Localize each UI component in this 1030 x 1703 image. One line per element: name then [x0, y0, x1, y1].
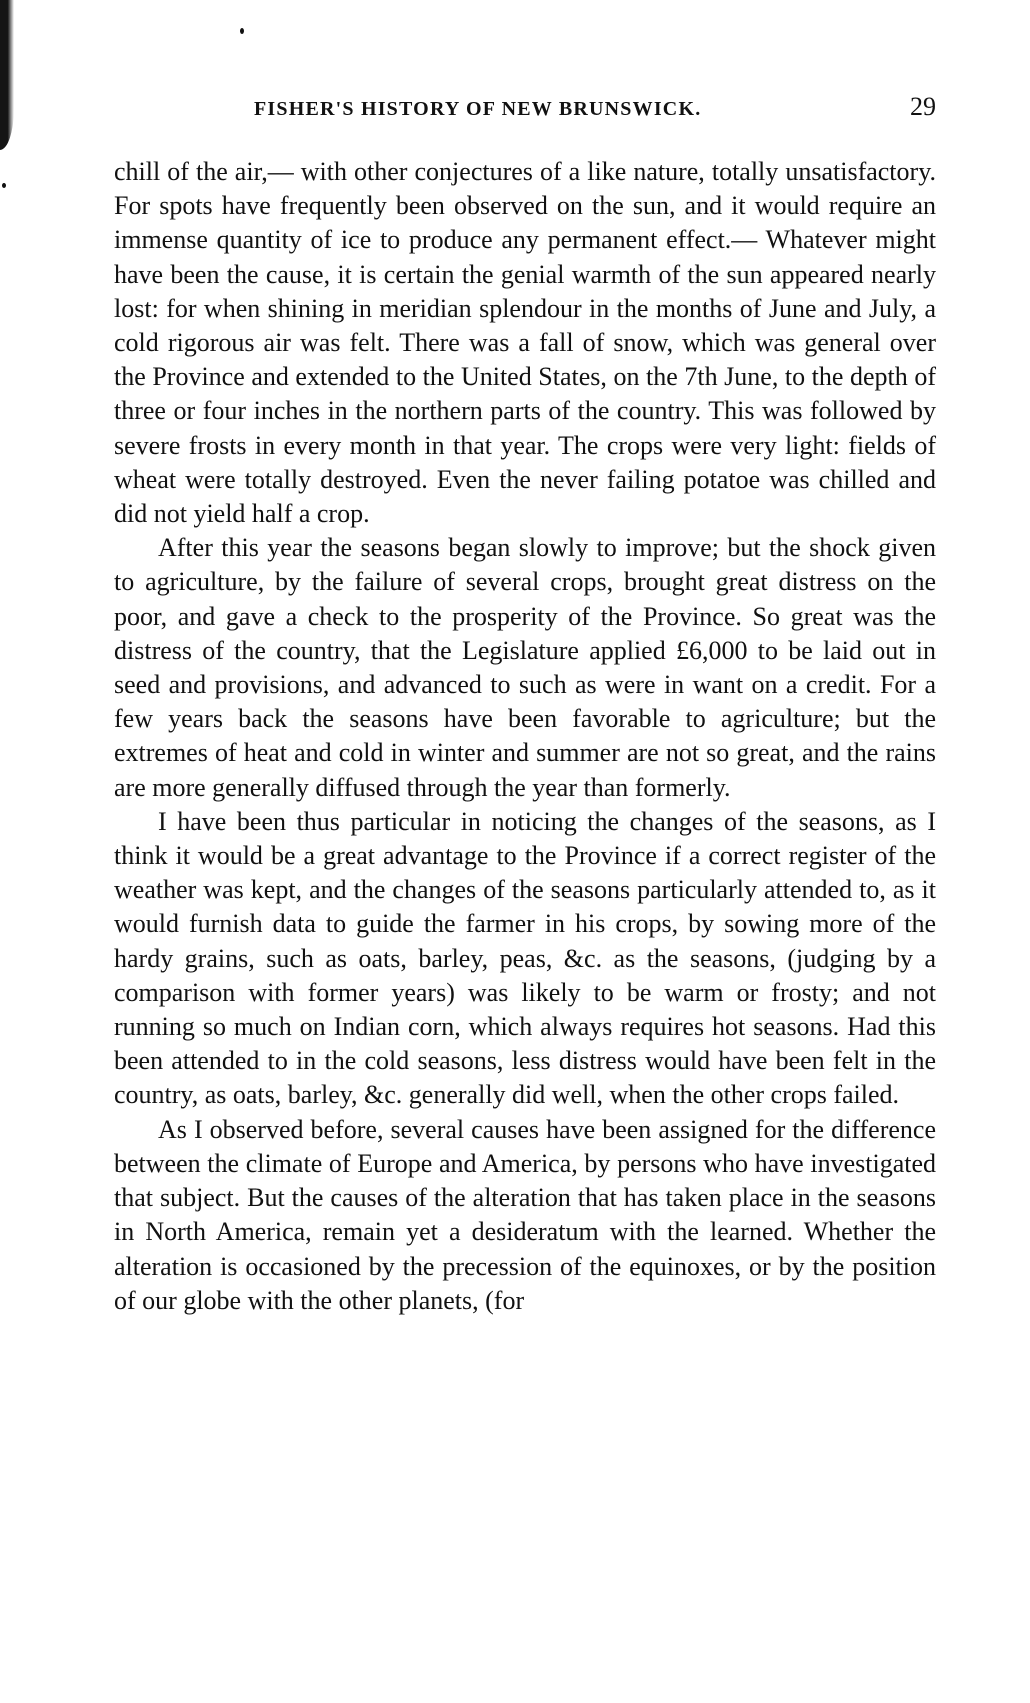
- scan-binding-edge: [0, 0, 14, 150]
- paragraph-2: After this year the seasons began slowly to improve; but the shock given to agriculture, by the failure of several crops, brought great distress on the poor, and gave a check to the prosperity of the Province. So great was the distress of the country, that the Legislature applied £6,000 to be laid out in seed and provisions, and advanced to such as were in want on a credit. For a few years back the seasons have been favorable to agriculture; but the extremes of heat and cold in winter and summer are not so great, and the rains are more generally diffused through the year than formerly.: [114, 533, 936, 802]
- scan-speck: [2, 183, 6, 188]
- running-head: [114, 92, 936, 130]
- paragraph-1: chill of the air,— with other conjectures of a like nature, totally unsatisfactory. For spots have frequently been observed on the sun, and it would require an immense quantity of ice to produce any permanent effect.— Whatever might have been the cause, it is certain the genial warmth of the sun appeared nearly lost: for when shining in meridian splendour in the months of June and July, a cold rigorous air was felt. There was a fall of snow, which was general over the Province and extended to the United States, on the 7th June, to the depth of three or four inches in the northern parts of the country. This was followed by severe frosts in every month in that year. The crops were very light: fields of wheat were totally destroyed. Even the never failing potatoe was chilled and did not yield half a crop.: [114, 157, 936, 529]
- scan-speck: [240, 28, 244, 34]
- page-number: 29: [910, 92, 936, 121]
- running-title: FISHER'S HISTORY OF NEW BRUNSWICK.: [254, 98, 702, 120]
- paragraph-4: As I observed before, several causes have been assigned for the difference between the climate of Europe and America, by persons who have investigated that subject. But the causes of the alteration that has taken place in the seasons in North America, remain yet a desideratum with the learned. Whether the alteration is occasioned by the precession of the equinoxes, or by the position of our globe with the other planets, (for: [114, 1114, 936, 1315]
- paragraph-3: I have been thus particular in noticing the changes of the seasons, as I think it would be a great advantage to the Province if a correct register of the weather was kept, and the changes of the seasons particularly attended to, as it would furnish data to guide the farmer in his crops, by sowing more of the hardy grains, such as oats, barley, peas, &c. as the seasons, (judging by a comparison with former years) was likely to be warm or frosty; and not running so much on Indian corn, which always requires hot seasons. Had this been attended to in the cold seasons, less distress would have been felt in the country, as oats, barley, &c. generally did well, when the other crops failed.: [114, 806, 936, 1110]
- body-text: [114, 155, 936, 1318]
